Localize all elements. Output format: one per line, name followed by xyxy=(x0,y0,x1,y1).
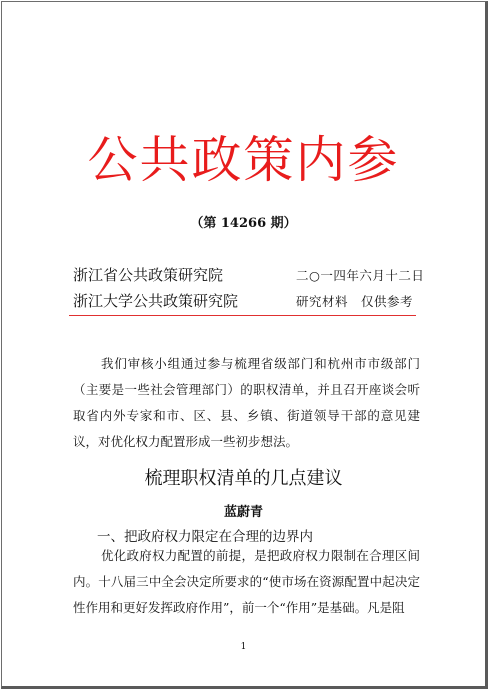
page-number: 1 xyxy=(240,642,247,652)
article-title: 梳理职权清单的几点建议 xyxy=(144,468,343,489)
body-paragraph: 优化政府权力配置的前提，是把政府权力限制在合理区间内。十八届三中全会决定所要求的“使市场在资源配置中起决定性作用和更好发挥政府作用”，前一个“作用”是基础。凡是阻 xyxy=(73,548,420,615)
org-name-university: 浙江大学公共政策研究院 xyxy=(73,292,239,310)
masthead-title: 公共政策内参 xyxy=(87,131,400,189)
publish-date: 二○一四年六月十二日 xyxy=(296,268,425,283)
issue-number: （第 14266 期） xyxy=(190,216,297,231)
usage-note: 研究材料 仅供参考 xyxy=(296,294,414,309)
intro-paragraph: 我们审核小组通过参与梳理省级部门和杭州市市级部门（主要是一些社会管理部门）的职权清单，并且召开座谈会听取省内外专家和市、区、县、乡镇、街道领导干部的意见建议，对优化权力配置形成一些初步想法。 xyxy=(73,356,420,449)
article-author: 蓝蔚青 xyxy=(223,505,263,520)
org-name-provincial: 浙江省公共政策研究院 xyxy=(73,266,224,284)
document-page xyxy=(1,1,488,689)
section-heading: 一、把政府权力限定在合理的边界内 xyxy=(97,529,313,545)
red-divider xyxy=(69,315,416,316)
